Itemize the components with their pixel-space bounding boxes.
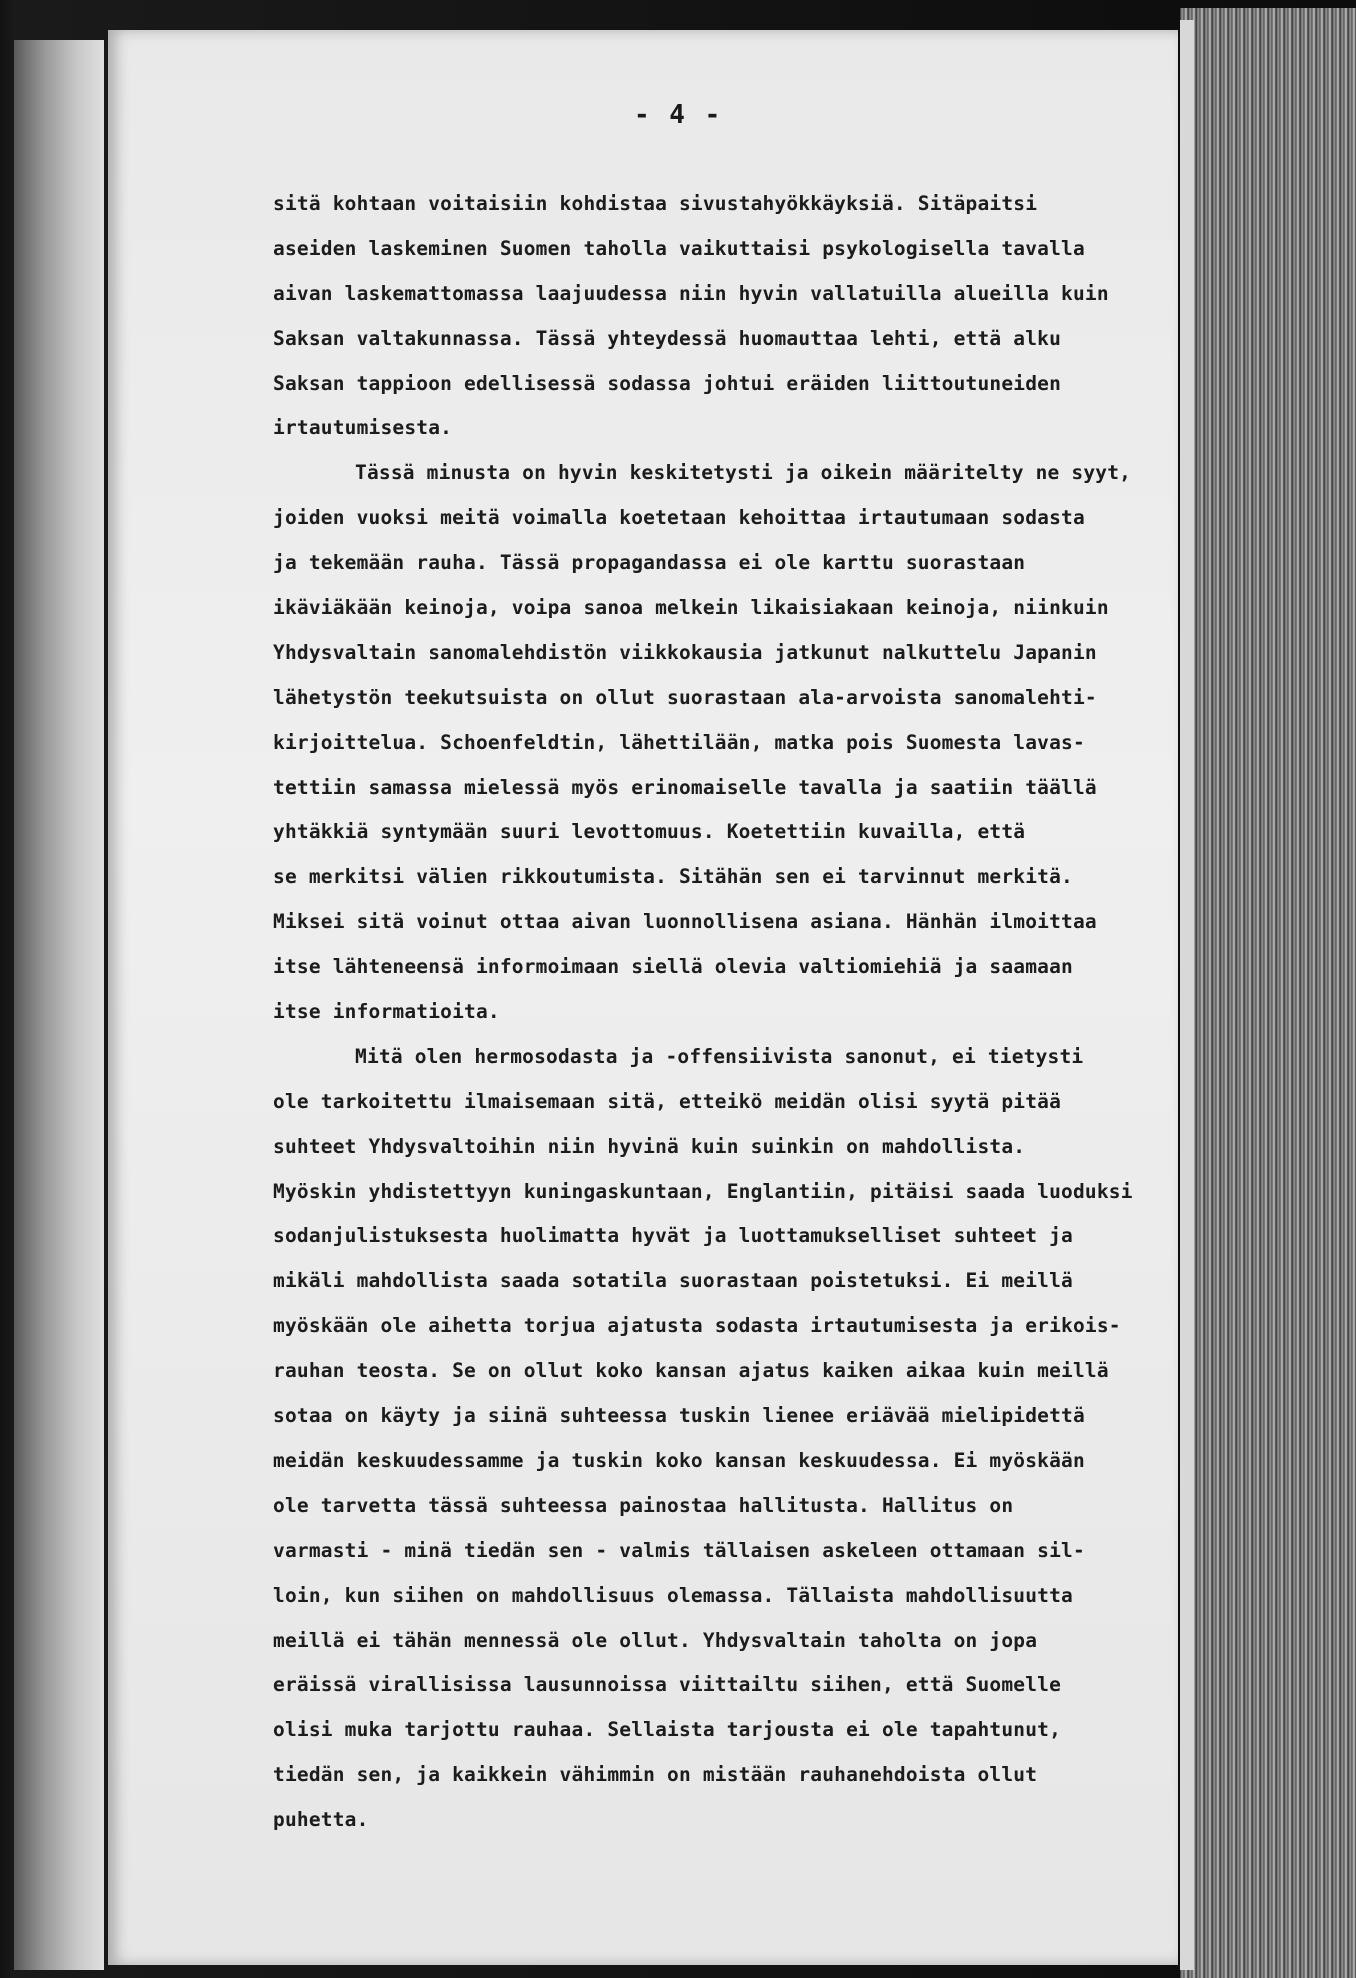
- text-line: varmasti - minä tiedän sen - valmis tällaisen askeleen ottamaan sil-: [273, 1538, 1085, 1562]
- text-line: olisi muka tarjottu rauhaa. Sellaista tarjousta ei ole tapahtunut,: [273, 1718, 1062, 1742]
- text-line: ole tarvetta tässä suhteessa painostaa hallitusta. Hallitus on: [273, 1493, 1014, 1517]
- page-number: - 4 -: [634, 100, 723, 130]
- text-line: Yhdysvaltain sanomalehdistön viikkokausia jatkunut nalkuttelu Japanin: [273, 640, 1097, 664]
- text-line: meillä ei tähän mennessä ole ollut. Yhdysvaltain taholta on jopa: [273, 1628, 1038, 1652]
- page-stack-edge: [1180, 8, 1356, 1978]
- text-line: lähetystön teekutsuista on ollut suorastaan ala-arvoista sanomalehti-: [273, 685, 1097, 709]
- text-line: Tässä minusta on hyvin keskitetysti ja oikein määritelty ne syyt,: [355, 461, 1132, 485]
- text-line: aivan laskemattomassa laajuudessa niin hyvin vallatuilla alueilla kuin: [273, 281, 1109, 305]
- text-line: ikäviäkään keinoja, voipa sanoa melkein likaisiakaan keinoja, niinkuin: [273, 596, 1109, 620]
- text-line: rauhan teosta. Se on ollut koko kansan ajatus kaiken aikaa kuin meillä: [273, 1359, 1109, 1383]
- binding-shadow: [14, 40, 104, 1970]
- text-line: ja tekemään rauha. Tässä propagandassa ei ole karttu suorastaan: [273, 551, 1026, 575]
- text-line: Saksan tappioon edellisessä sodassa johtui eräiden liittoutuneiden: [273, 371, 1062, 395]
- text-line: suhteet Yhdysvaltoihin niin hyvinä kuin suinkin on mahdollista.: [273, 1134, 1026, 1158]
- text-line: aseiden laskeminen Suomen taholla vaikuttaisi psykologisella tavalla: [273, 236, 1085, 260]
- text-line: Myöskin yhdistettyyn kuningaskuntaan, Englantiin, pitäisi saada luoduksi: [273, 1179, 1133, 1203]
- text-line: loin, kun siihen on mahdollisuus olemassa. Tällaista mahdollisuutta: [273, 1583, 1073, 1607]
- text-line: joiden vuoksi meitä voimalla koetetaan kehoittaa irtautumaan sodasta: [273, 506, 1085, 530]
- page-edge: [1180, 20, 1194, 1970]
- text-line: Miksei sitä voinut ottaa aivan luonnollisena asiana. Hänhän ilmoittaa: [273, 910, 1097, 934]
- text-line: sotaa on käyty ja siinä suhteessa tuskin lienee eriävää mielipidettä: [273, 1404, 1085, 1428]
- text-line: sodanjulistuksesta huolimatta hyvät ja luottamukselliset suhteet ja: [273, 1224, 1073, 1248]
- text-line: ole tarkoitettu ilmaisemaan sitä, etteikö meidän olisi syytä pitää: [273, 1089, 1062, 1113]
- body-text: [273, 182, 1173, 1843]
- text-line: Mitä olen hermosodasta ja -offensiivista sanonut, ei tietysti: [355, 1044, 1084, 1068]
- text-line: irtautumisesta.: [273, 416, 453, 440]
- text-line: tettiin samassa mielessä myös erinomaiselle tavalla ja saatiin täällä: [273, 775, 1097, 799]
- text-line: itse lähteneensä informoimaan siellä olevia valtiomiehiä ja saamaan: [273, 955, 1073, 979]
- text-line: yhtäkkiä syntymään suuri levottomuus. Koetettiin kuvailla, että: [273, 820, 1026, 844]
- text-line: mikäli mahdollista saada sotatila suorastaan poistetuksi. Ei meillä: [273, 1269, 1073, 1293]
- text-line: Saksan valtakunnassa. Tässä yhteydessä huomauttaa lehti, että alku: [273, 326, 1062, 350]
- text-line: puhetta.: [273, 1808, 369, 1832]
- text-line: eräissä virallisissa lausunnoissa viittailtu siihen, että Suomelle: [273, 1673, 1062, 1697]
- text-line: itse informatioita.: [273, 1000, 500, 1024]
- text-line: myöskään ole aihetta torjua ajatusta sodasta irtautumisesta ja erikois-: [273, 1314, 1121, 1338]
- text-line: tiedän sen, ja kaikkein vähimmin on mistään rauhanehdoista ollut: [273, 1763, 1038, 1787]
- text-line: meidän keskuudessamme ja tuskin koko kansan keskuudessa. Ei myöskään: [273, 1448, 1085, 1472]
- text-line: kirjoittelua. Schoenfeldtin, lähettilään, matka pois Suomesta lavas-: [273, 730, 1085, 754]
- text-line: sitä kohtaan voitaisiin kohdistaa sivustahyökkäyksiä. Sitäpaitsi: [273, 192, 1038, 215]
- text-line: se merkitsi välien rikkoutumista. Sitähän sen ei tarvinnut merkitä.: [273, 865, 1073, 889]
